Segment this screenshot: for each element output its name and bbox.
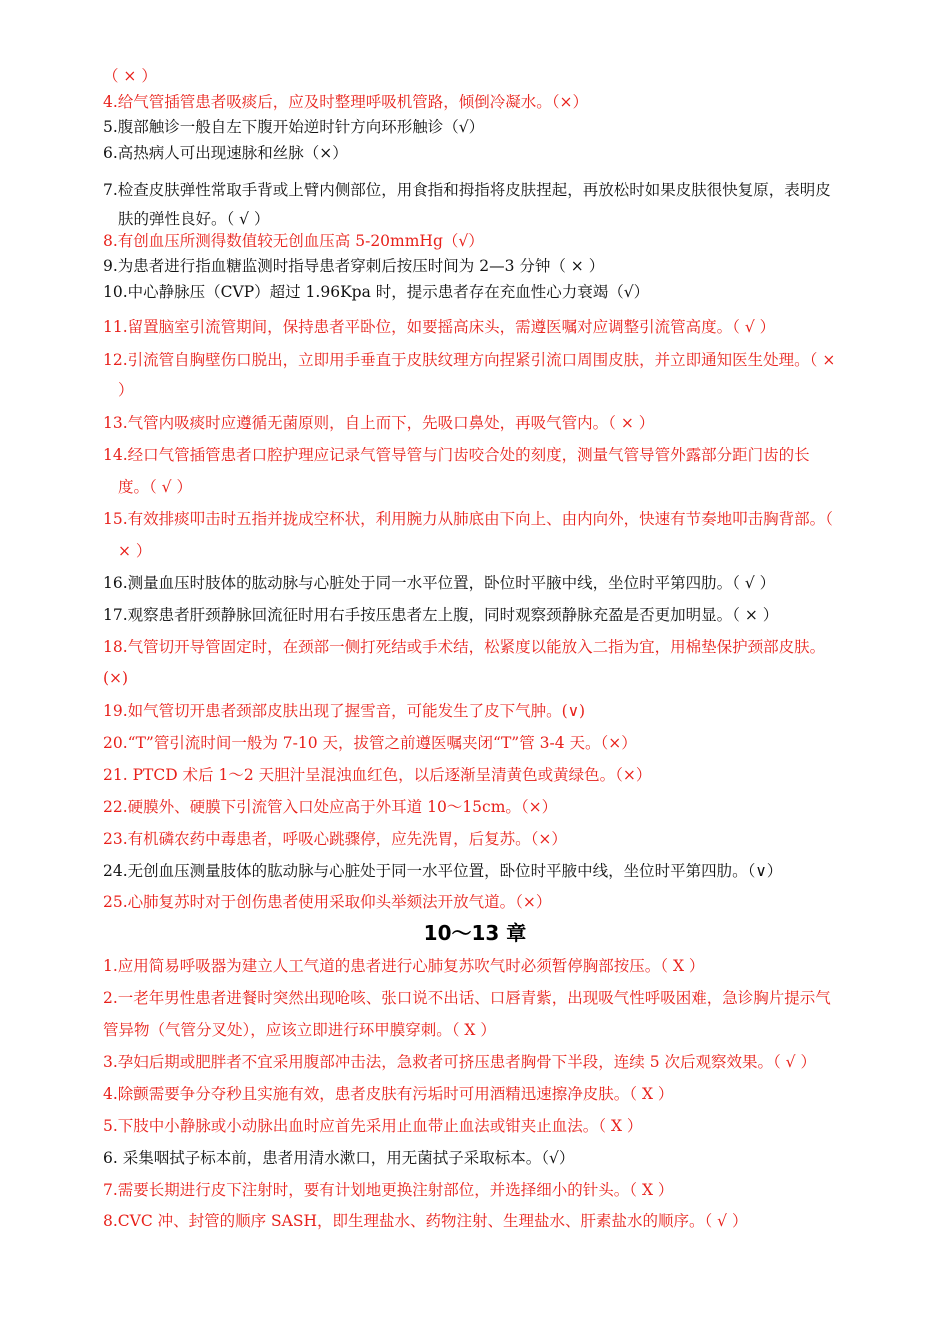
text-line: 6.高热病人可出现速脉和丝脉（×） xyxy=(103,144,348,162)
text-line: （ × ） xyxy=(103,67,157,85)
text-line: (×) xyxy=(103,669,129,687)
text-line: 14.经口气管插管患者口腔护理应记录气管导管与门齿咬合处的刻度，测量气管导管外露部分距门齿的长 xyxy=(103,446,810,464)
text-line: 15.有效排痰叩击时五指并拢成空杯状，利用腕力从肺底由下向上、由内向外，快速有节奏地叩击胸背部。（ xyxy=(103,510,833,528)
text-line: 7.需要长期进行皮下注射时，要有计划地更换注射部位，并选择细小的针头。（ X ） xyxy=(103,1181,674,1199)
text-line: 5.下肢中小静脉或小动脉出血时应首先采用止血带止血法或钳夹止血法。（ X ） xyxy=(103,1117,643,1135)
text-line: 21. PTCD 术后 1～2 天胆汁呈混浊血红色，以后逐渐呈清黄色或黄绿色。（×） xyxy=(103,766,652,784)
text-line: 4.除颤需要争分夺秒且实施有效，患者皮肤有污垢时可用酒精迅速擦净皮肤。（ X ） xyxy=(103,1085,674,1103)
text-line: 22.硬膜外、硬膜下引流管入口处应高于外耳道 10～15cm。（×） xyxy=(103,798,558,816)
text-line: 3.孕妇后期或肥胖者不宜采用腹部冲击法，急救者可挤压患者胸骨下半段，连续 5 次后观察效果。（ √ ） xyxy=(103,1053,816,1071)
text-line: 度。（ √ ） xyxy=(118,478,192,496)
text-line: 23.有机磷农药中毒患者，呼吸心跳骤停，应先洗胃，后复苏。（×） xyxy=(103,830,567,848)
section-heading: 10～13 章 xyxy=(423,921,527,945)
text-line: 20.“T”管引流时间一般为 7-10 天，拔管之前遵医嘱夹闭“T”管 3-4 天。（×） xyxy=(103,734,637,752)
text-line: 12.引流管自胸壁伤口脱出，立即用手垂直于皮肤纹理方向捏紧引流口周围皮肤，并立即通知医生处理。（ × xyxy=(103,351,836,369)
text-line: 8.CVC 冲、封管的顺序 SASH，即生理盐水、药物注射、生理盐水、肝素盐水的顺序。（ √ ） xyxy=(103,1212,748,1230)
text-line: 8.有创血压所测得数值较无创血压高 5-20mmHg（√） xyxy=(103,232,484,250)
text-line: 1.应用简易呼吸器为建立人工气道的患者进行心肺复苏吹气时必须暂停胸部按压。（ X ） xyxy=(103,957,705,975)
text-line: 11.留置脑室引流管期间，保持患者平卧位，如要摇高床头，需遵医嘱对应调整引流管高度。（ √ ） xyxy=(103,318,776,336)
text-line: 10.中心静脉压（CVP）超过 1.96Kpa 时，提示患者存在充血性心力衰竭（√） xyxy=(103,283,650,301)
text-line: ） xyxy=(118,381,134,399)
text-line: 管异物（气管分叉处），应该立即进行环甲膜穿刺。（ X ） xyxy=(103,1021,496,1039)
text-line: 19.如气管切开患者颈部皮肤出现了握雪音，可能发生了皮下气肿。(∨) xyxy=(103,702,586,720)
text-line: 13.气管内吸痰时应遵循无菌原则，自上而下，先吸口鼻处，再吸气管内。（ × ） xyxy=(103,414,655,432)
text-line: 2.一老年男性患者进餐时突然出现呛咳、张口说不出话、口唇青紫，出现吸气性呼吸困难，急诊胸片提示气 xyxy=(103,989,831,1007)
text-line: 4.给气管插管患者吸痰后，应及时整理呼吸机管路，倾倒冷凝水。（×） xyxy=(103,93,589,111)
text-line: 7.检查皮肤弹性常取手背或上臂内侧部位，用食指和拇指将皮肤捏起，再放松时如果皮肤很快复原，表明皮 xyxy=(103,181,831,199)
text-line: 肤的弹性良好。（ √ ） xyxy=(118,210,270,228)
text-line: 25.心肺复苏时对于创伤患者使用采取仰头举颏法开放气道。（×） xyxy=(103,893,552,911)
text-line: 18.气管切开导管固定时，在颈部一侧打死结或手术结，松紧度以能放入二指为宜，用棉垫保护颈部皮肤。 xyxy=(103,638,826,656)
text-line: 6. 采集咽拭子标本前，患者用清水漱口，用无菌拭子采取标本。（√） xyxy=(103,1149,575,1167)
text-line: 16.测量血压时肢体的肱动脉与心脏处于同一水平位置，卧位时平腋中线，坐位时平第四肋。（ √ ） xyxy=(103,574,776,592)
text-line: 9.为患者进行指血糖监测时指导患者穿刺后按压时间为 2—3 分钟（ × ） xyxy=(103,257,605,275)
text-line: × ） xyxy=(118,542,152,560)
text-line: 17.观察患者肝颈静脉回流征时用右手按压患者左上腹，同时观察颈静脉充盈是否更加明显。（ × ） xyxy=(103,606,779,624)
text-line: 5.腹部触诊一般自左下腹开始逆时针方向环形触诊（√） xyxy=(103,118,485,136)
text-line: 24.无创血压测量肢体的肱动脉与心脏处于同一水平位置，卧位时平腋中线，坐位时平第四肋。（∨） xyxy=(103,862,783,880)
